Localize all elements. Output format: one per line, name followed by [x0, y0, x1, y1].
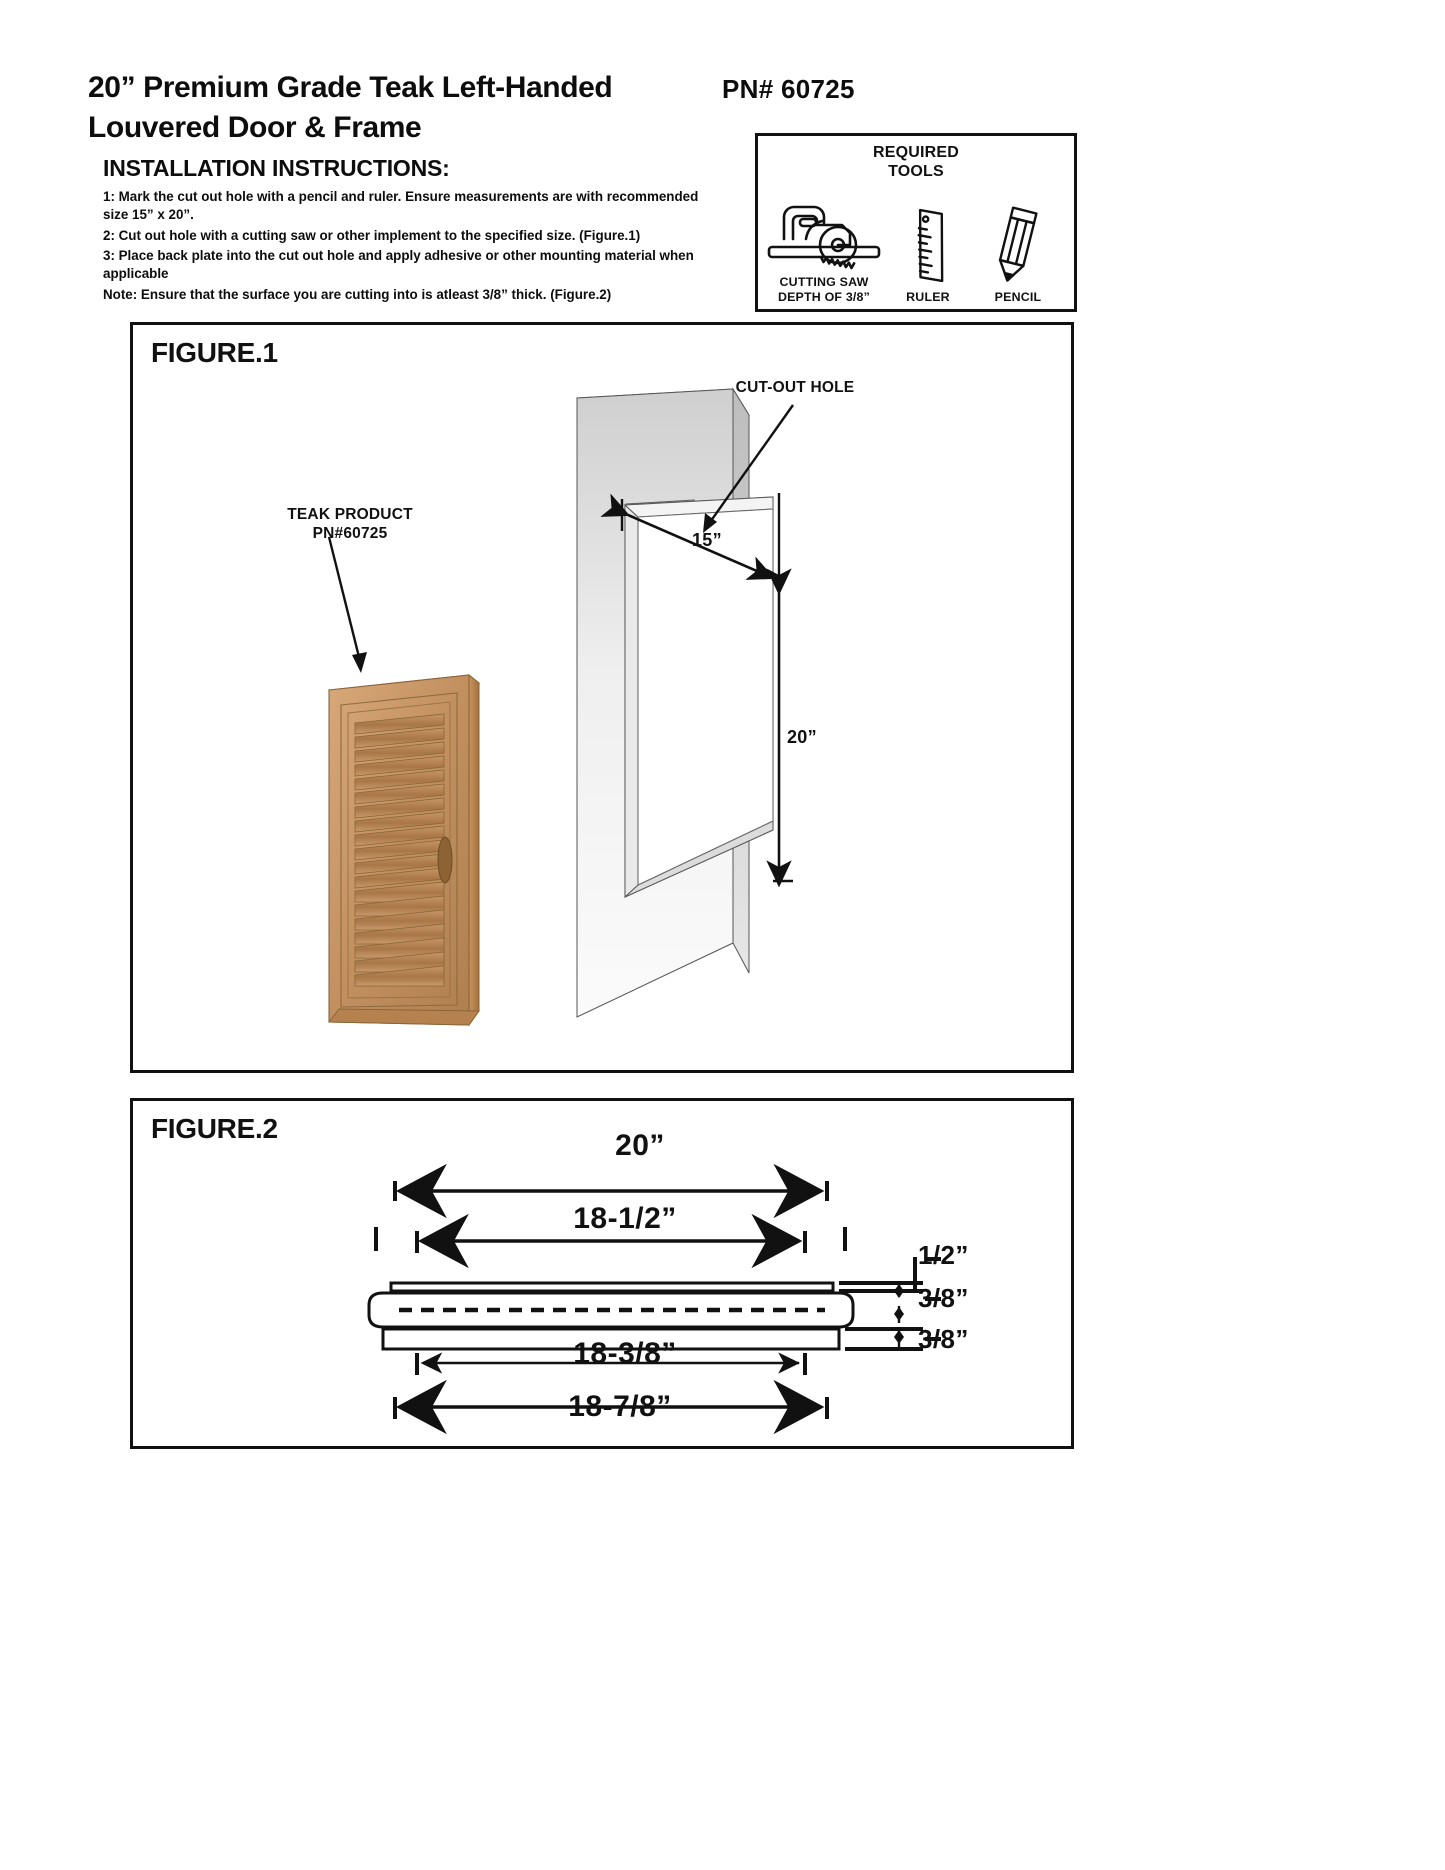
figure-1-panel — [130, 322, 1074, 1073]
figure-1-label: FIGURE.1 — [151, 337, 278, 368]
tool-ruler-caption: RULER — [906, 290, 950, 305]
installation-instructions-heading: INSTALLATION INSTRUCTIONS: — [103, 155, 450, 181]
dimension-inner-upper: 18-1/2” — [573, 1202, 677, 1235]
tool-ruler — [888, 206, 968, 305]
tool-pencil — [970, 206, 1066, 305]
step-3: 3: Place back plate into the cut out hole and apply adhesive or other mounting material when applicable — [103, 248, 694, 282]
step-note: Note: Ensure that the surface you are cutting into is atleast 3/8” thick. (Figure.2) — [103, 287, 612, 303]
page-title-line1: 20” Premium Grade Teak Left-Handed — [88, 71, 613, 104]
tool-circular-saw-caption — [762, 275, 886, 305]
figure-2-label: FIGURE.2 — [151, 1113, 278, 1144]
required-tools-title — [758, 144, 1074, 182]
required-tools-title-line1: REQUIRED — [872, 144, 960, 161]
step-2: 2: Cut out hole with a cutting saw or other implement to the specified size. (Figure.1) — [103, 227, 641, 243]
teak-product-label-line2: PN#60725 — [312, 525, 388, 543]
tool-circular-saw — [762, 191, 886, 305]
step-1: 1: Mark the cut out hole with a pencil and ruler. Ensure measurements are with recommended size 15” x 20”. — [103, 189, 699, 222]
page-title-line2: Louvered Door & Frame — [88, 110, 422, 144]
dimension-inner-lower: 18-3/8” — [573, 1337, 677, 1370]
tool-circular-saw-caption-line1: CUTTING SAW — [779, 275, 869, 290]
tool-circular-saw-caption-line2: DEPTH OF 3/8” — [777, 290, 871, 305]
page-title — [88, 68, 708, 147]
teak-product-drawing — [329, 675, 479, 1025]
circular-saw-icon — [762, 191, 886, 273]
dimension-height-20: 20” — [787, 727, 817, 747]
figure-1-drawing — [133, 325, 1065, 1064]
dimension-width-15: 15” — [692, 530, 722, 550]
teak-product-label — [240, 505, 460, 544]
pencil-icon — [970, 206, 1066, 288]
cut-out-hole-label: CUT-OUT HOLE — [735, 379, 855, 396]
tool-pencil-caption: PENCIL — [994, 290, 1042, 305]
required-tools-box — [755, 133, 1077, 312]
thickness-middle: 3/8” — [918, 1283, 969, 1313]
teak-product-label-line1: TEAK PRODUCT — [287, 506, 413, 523]
dimension-overall-width: 20” — [615, 1129, 665, 1162]
required-tools-title-line2: TOOLS — [888, 162, 944, 180]
thickness-bottom: 3/8” — [918, 1324, 969, 1354]
installation-steps — [103, 188, 703, 307]
part-number: PN# 60725 — [722, 74, 855, 104]
dimension-outer-lower: 18-7/8” — [568, 1390, 672, 1423]
ruler-icon — [888, 206, 968, 288]
thickness-top: 1/2” — [918, 1240, 969, 1270]
